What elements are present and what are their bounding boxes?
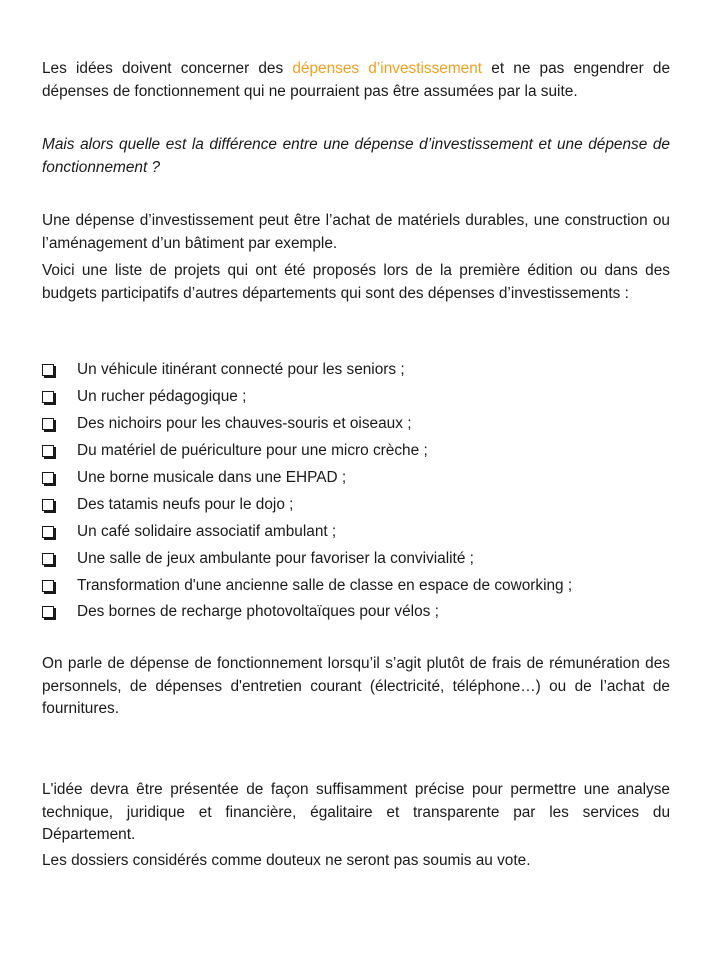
checkbox-icon (42, 580, 54, 592)
checkbox-icon (42, 526, 54, 538)
list-item (42, 518, 682, 545)
list-item (42, 384, 682, 411)
list-item-text: Une salle de jeux ambulante pour favoriser la convivialité ; (77, 549, 474, 567)
checkbox-icon (42, 445, 54, 457)
checkbox-icon (42, 364, 54, 376)
list-item (42, 491, 682, 518)
list-item-text: Des tatamis neufs pour le dojo ; (77, 495, 294, 513)
checkbox-icon (42, 553, 54, 565)
list-item (42, 411, 682, 438)
list-item (42, 545, 682, 572)
list-item-text: Un rucher pédagogique ; (77, 388, 247, 406)
intro-paragraph (42, 58, 670, 103)
checkbox-icon (42, 418, 54, 430)
operating-definition: On parle de dépense de fonctionnement lorsqu’il s’agit plutôt de frais de rémunération des personnels, de dépenses d'entretien courant (électricité, téléphone…) ou de l’achat de fournitures. (42, 655, 670, 717)
list-item (42, 572, 682, 599)
list-item-text: Une borne musicale dans une EHPAD ; (77, 469, 347, 486)
intro-text-before: Les idées doivent concerner des (42, 60, 293, 77)
dubious-files-note: Les dossiers considérés comme douteux ne seront pas soumis au vote. (42, 852, 531, 869)
list-item (42, 438, 682, 465)
list-item-text: Un café solidaire associatif ambulant ; (77, 522, 337, 540)
list-item-text: Du matériel de puériculture pour une micro crèche ; (77, 442, 428, 460)
projects-list (42, 357, 682, 626)
list-item-text: Transformation d'une ancienne salle de classe en espace de coworking ; (77, 576, 573, 594)
list-item (42, 465, 682, 492)
investment-definition: Une dépense d’investissement peut être l’achat de matériels durables, une construction ou l’aménagement d’un bâtiment par exemple. (42, 212, 670, 252)
checkbox-icon (42, 472, 54, 484)
checkbox-icon (42, 391, 54, 403)
list-item (42, 599, 682, 626)
list-item-text: Des bornes de recharge photovoltaïques pour vélos ; (77, 603, 439, 621)
presentation-requirements: L'idée devra être présentée de façon suffisamment précise pour permettre une analyse technique, juridique et financière, égalitaire et transparente par les services du Département. (42, 781, 670, 843)
intro-text-after: et ne pas engendrer de dépenses de fonctionnement qui ne pourraient pas être assumées par la suite. (42, 60, 671, 100)
investment-highlight: dépenses d’investissement (292, 60, 483, 77)
checkbox-icon (42, 499, 54, 511)
list-item-text: Des nichoirs pour les chauves-souris et oiseaux ; (77, 415, 412, 433)
question-paragraph: Mais alors quelle est la différence entre une dépense d’investissement et une dépense de fonctionnement ? (42, 136, 670, 176)
checkbox-icon (42, 606, 54, 618)
projects-intro: Voici une liste de projets qui ont été proposés lors de la première édition ou dans des budgets participatifs d’autres départements qui sont des dépenses d’investissements : (42, 262, 670, 302)
list-item (42, 357, 682, 384)
list-item-text: Un véhicule itinérant connecté pour les seniors ; (77, 361, 405, 379)
